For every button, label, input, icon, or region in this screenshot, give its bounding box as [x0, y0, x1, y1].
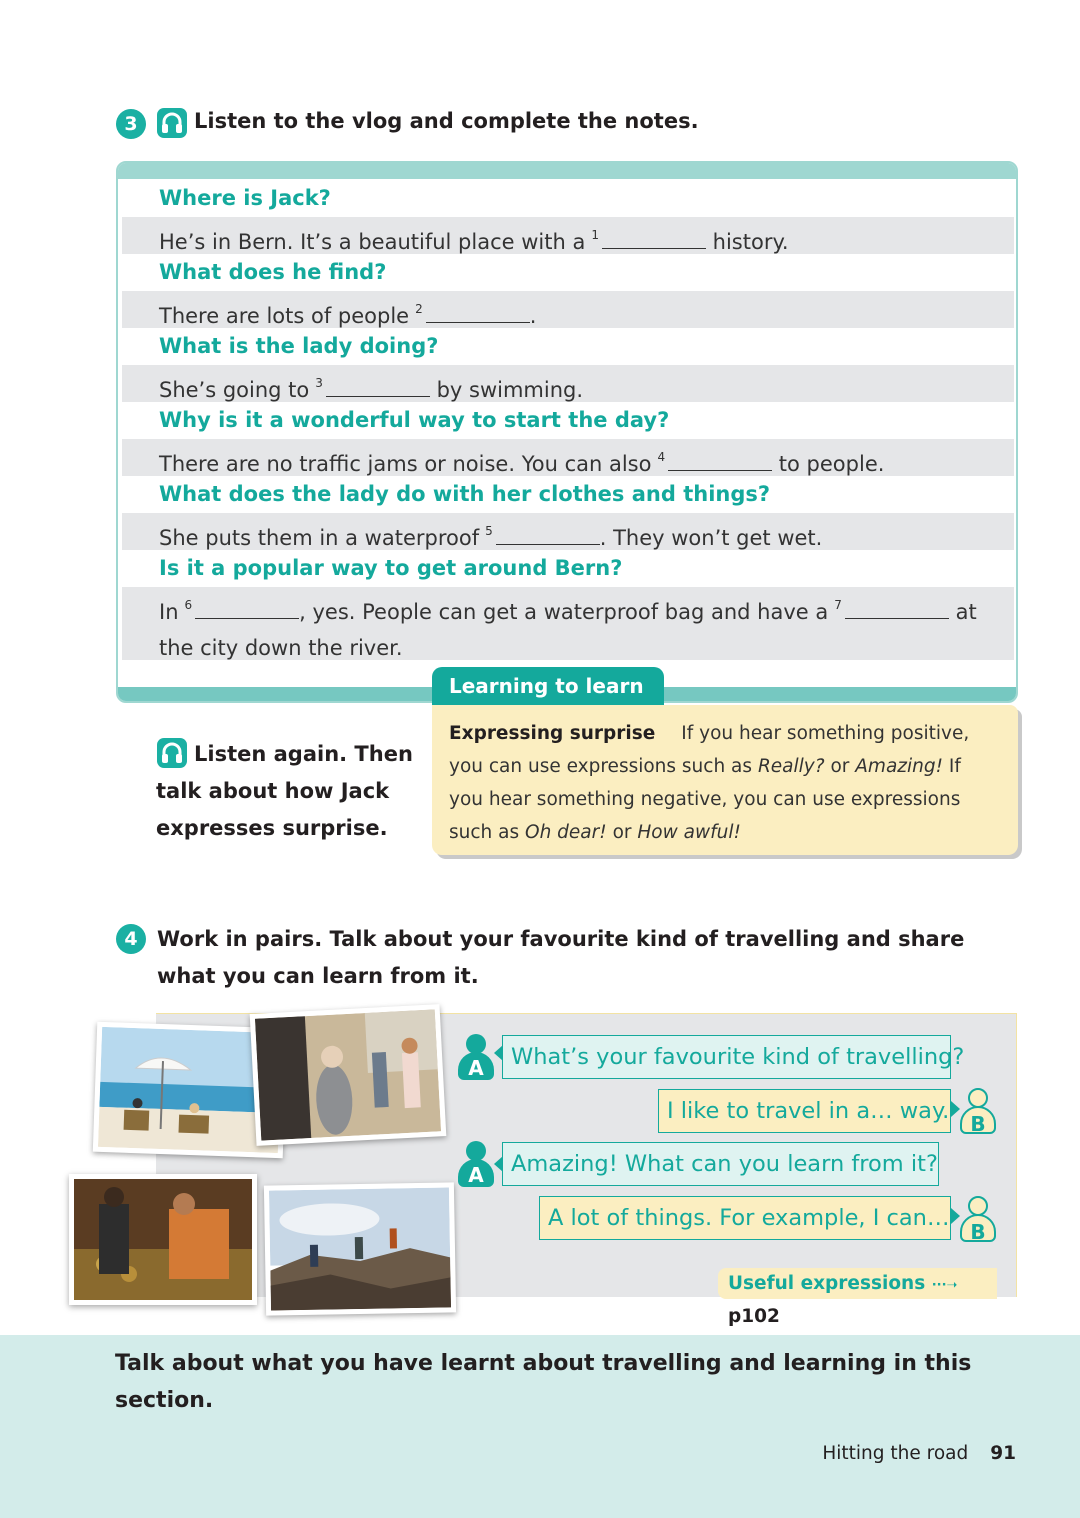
blank-3[interactable]: [326, 377, 430, 397]
arrow-icon: ···➝: [931, 1278, 958, 1293]
answer-1-text: He’s in Bern. It’s a beautiful place with a: [159, 230, 586, 254]
answer-5-text: She puts them in a waterproof: [159, 526, 480, 550]
blank-7[interactable]: [845, 599, 949, 619]
blank-number-4: 4: [657, 450, 666, 464]
blank-4[interactable]: [668, 451, 772, 471]
blank-number-6: 6: [184, 598, 193, 612]
answer-2-text: There are lots of people: [159, 304, 410, 328]
blank-6[interactable]: [195, 599, 299, 619]
exercise-4-number: 4: [116, 924, 146, 954]
speaker-b-label: B: [960, 1214, 996, 1242]
ltl-text-4: or: [612, 822, 632, 843]
summary-text: Talk about what you have learnt about travelling and learning in this section.: [115, 1351, 972, 1413]
exercise-3-number: 3: [116, 109, 146, 139]
notes-top-bar: [118, 163, 1016, 179]
question-6: Is it a popular way to get around Bern?: [122, 550, 1014, 586]
question-5: What does the lady do with her clothes and things?: [122, 476, 1014, 512]
speaker-b-icon: [958, 1088, 998, 1134]
ltl-example-4: How awful!: [637, 822, 741, 843]
ltl-text-2: or: [830, 756, 850, 777]
blank-number-2: 2: [415, 302, 423, 316]
answer-1-end: history.: [712, 230, 789, 254]
speaker-head: [968, 1088, 988, 1108]
answer-6-text: In: [159, 600, 179, 624]
speaker-a-icon: [456, 1141, 496, 1187]
answer-6-middle: , yes. People can get a waterproof bag and have a: [299, 600, 829, 624]
listen-again-text: Listen again. Then talk about how Jack expresses surprise.: [156, 742, 413, 840]
answer-5-end: . They won’t get wet.: [599, 526, 823, 550]
learning-to-learn-box: [432, 705, 1018, 855]
exercise-3-instruction: Listen to the vlog and complete the notes.: [194, 109, 699, 133]
page-number: 91: [990, 1443, 1016, 1464]
answer-6-line-2: the city down the river.: [159, 636, 403, 660]
learning-to-learn-tab: Learning to learn: [432, 667, 664, 707]
answer-2-end: .: [529, 304, 537, 328]
hiking-photo: [264, 1182, 456, 1315]
question-1: Where is Jack?: [122, 180, 1014, 216]
ltl-example-1: Really?: [757, 756, 825, 777]
answer-3-text: She’s going to: [159, 378, 310, 402]
blank-number-5: 5: [485, 524, 493, 538]
blank-number-3: 3: [315, 376, 323, 390]
listen-again-instruction: [156, 736, 426, 847]
blank-5[interactable]: [496, 525, 600, 545]
ltl-example-2: Amazing!: [855, 756, 944, 777]
dialogue-line-1: What’s your favourite kind of travelling?: [502, 1035, 951, 1079]
speaker-a-label: A: [458, 1159, 494, 1187]
blank-number-7: 7: [834, 598, 842, 612]
market-photo: [69, 1174, 257, 1305]
question-2: What does he find?: [122, 254, 1014, 290]
speaker-head: [466, 1034, 486, 1054]
useful-expressions-page: p102: [728, 1306, 780, 1327]
speaker-head: [466, 1141, 486, 1161]
headphones-icon: [157, 108, 187, 138]
speaker-a-icon: [456, 1034, 496, 1080]
ltl-example-3: Oh dear!: [525, 822, 607, 843]
dialogue-line-2: I like to travel in a… way.: [658, 1089, 951, 1133]
page-footer: [822, 1443, 1016, 1464]
answer-6-end: at: [955, 600, 977, 624]
unit-title: Hitting the road: [822, 1443, 969, 1464]
city-walk-photo: [250, 1004, 447, 1146]
blank-1[interactable]: [602, 229, 706, 249]
exercise-4-instruction: Work in pairs. Talk about your favourite kind of travelling and share what you can learn from it.: [157, 927, 965, 988]
answer-6: [122, 587, 1014, 660]
speaker-b-label: B: [960, 1106, 996, 1134]
ltl-text-1: If you hear something positive, you can use expressions such as: [449, 723, 970, 777]
ltl-text-3: If you hear something negative, you can use expressions such as: [449, 756, 961, 843]
answer-3-end: by swimming.: [436, 378, 584, 402]
speaker-a-label: A: [458, 1052, 494, 1080]
speaker-b-icon: [958, 1196, 998, 1242]
question-3: What is the lady doing?: [122, 328, 1014, 364]
speaker-head: [968, 1196, 988, 1216]
ltl-title: Expressing surprise: [449, 723, 656, 744]
useful-expressions-label: Useful expressions: [728, 1273, 926, 1294]
blank-number-1: 1: [591, 228, 599, 242]
useful-expressions-link[interactable]: [718, 1268, 997, 1327]
notes-box: [116, 161, 1018, 703]
dialogue-line-4: A lot of things. For example, I can…: [539, 1196, 951, 1240]
blank-2[interactable]: [426, 303, 530, 323]
answer-4-text: There are no traffic jams or noise. You can also: [159, 452, 652, 476]
dialogue-line-3: Amazing! What can you learn from it?: [502, 1142, 939, 1186]
question-4: Why is it a wonderful way to start the day?: [122, 402, 1014, 438]
answer-4-end: to people.: [778, 452, 885, 476]
